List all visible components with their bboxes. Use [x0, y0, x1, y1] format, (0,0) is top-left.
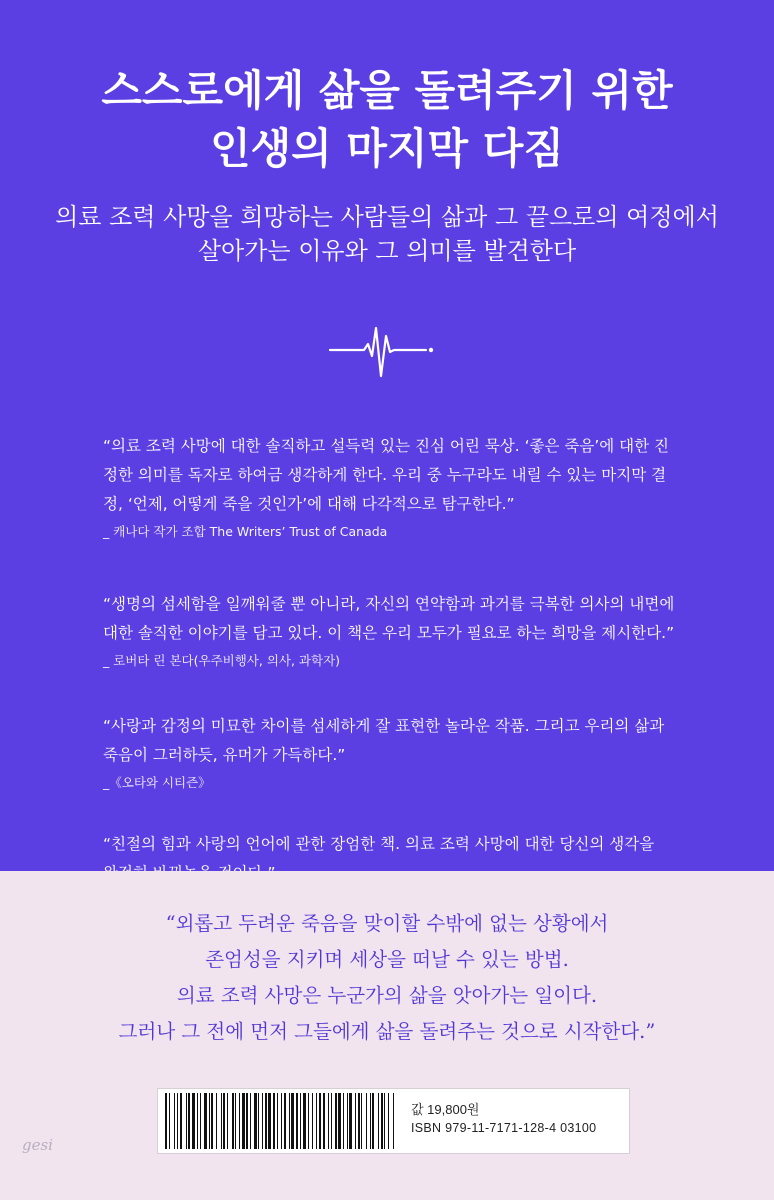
- review-quote-4: [103, 830, 753, 870]
- heartbeat-pulse-icon: [330, 318, 434, 382]
- review-quote-source: _ 로버타 린 본다(우주비행사, 의사, 과학자): [103, 653, 341, 668]
- review-quote-text: “의료 조력 사망에 대한 솔직하고 설득력 있는 진심 어린 묵상. ‘좋은 죽음’에 대한 진 정한 의미를 독자로 하여금 생각하게 한다. 우리 중 누구라도 내릴 수 있는 마지막 결 정, ‘언제, 어떻게 죽을 것인가’에 대해 다각적으로 탐구한다.”: [103, 437, 670, 513]
- review-quote-3: [103, 712, 753, 794]
- review-quote-text: “사랑과 감정의 미묘한 차이를 섬세하게 잘 표현한 놀라운 작품. 그리고 우리의 삶과 죽음이 그러하듯, 유머가 가득하다.”: [103, 717, 665, 764]
- band-quote-line-4: 그러나 그 전에 먼저 그들에게 삶을 돌려주는 것으로 시작한다.”: [118, 1020, 656, 1043]
- review-quote-text: “생명의 섬세함을 일깨워줄 뿐 아니라, 자신의 연약함과 과거를 극복한 의사의 내면에 대한 솔직한 이야기를 담고 있다. 이 책은 우리 모두가 필요로 하는 희망을 제시한다.”: [103, 595, 675, 642]
- band-quote-line-2: 존엄성을 지키며 세상을 떠날 수 있는 방법.: [205, 948, 569, 971]
- review-quote-source: _ 캐나다 작가 조합 The Writers’ Trust of Canada: [103, 524, 388, 539]
- price-label: 값 19,800원: [411, 1102, 480, 1117]
- review-quote-1: [103, 432, 753, 543]
- review-quote-text: “친절의 힘과 사랑의 언어에 관한 장엄한 책. 의료 조력 사망에 대한 당신의 생각을: [103, 835, 655, 853]
- band-quote-line-1: “외롭고 두려운 죽음을 맞이할 수밖에 없는 상황에서: [165, 912, 609, 935]
- review-quote-2: [103, 590, 753, 672]
- isbn-label: ISBN 979-11-7171-128-4 03100: [411, 1121, 597, 1135]
- band-quote-line-3: 의료 조력 사망은 누군가의 삶을 앗아가는 일이다.: [176, 984, 598, 1007]
- barcode-image: [163, 1093, 399, 1149]
- headline-line-2: 인생의 마지막 다짐: [210, 124, 564, 173]
- subtitle: [0, 200, 774, 268]
- band-quote: [0, 906, 774, 1050]
- headline: [0, 62, 774, 178]
- review-quote-source: _《오타와 시티즌》: [103, 775, 211, 790]
- subtitle-line-2: 살아가는 이유와 그 의미를 발견한다: [197, 237, 577, 265]
- publisher-logo: gesi: [22, 1136, 53, 1154]
- headline-line-1: 스스로에게 삶을 돌려주기 위한: [101, 66, 673, 115]
- subtitle-line-1: 의료 조력 사망을 희망하는 사람들의 삶과 그 끝으로의 여정에서: [55, 203, 719, 231]
